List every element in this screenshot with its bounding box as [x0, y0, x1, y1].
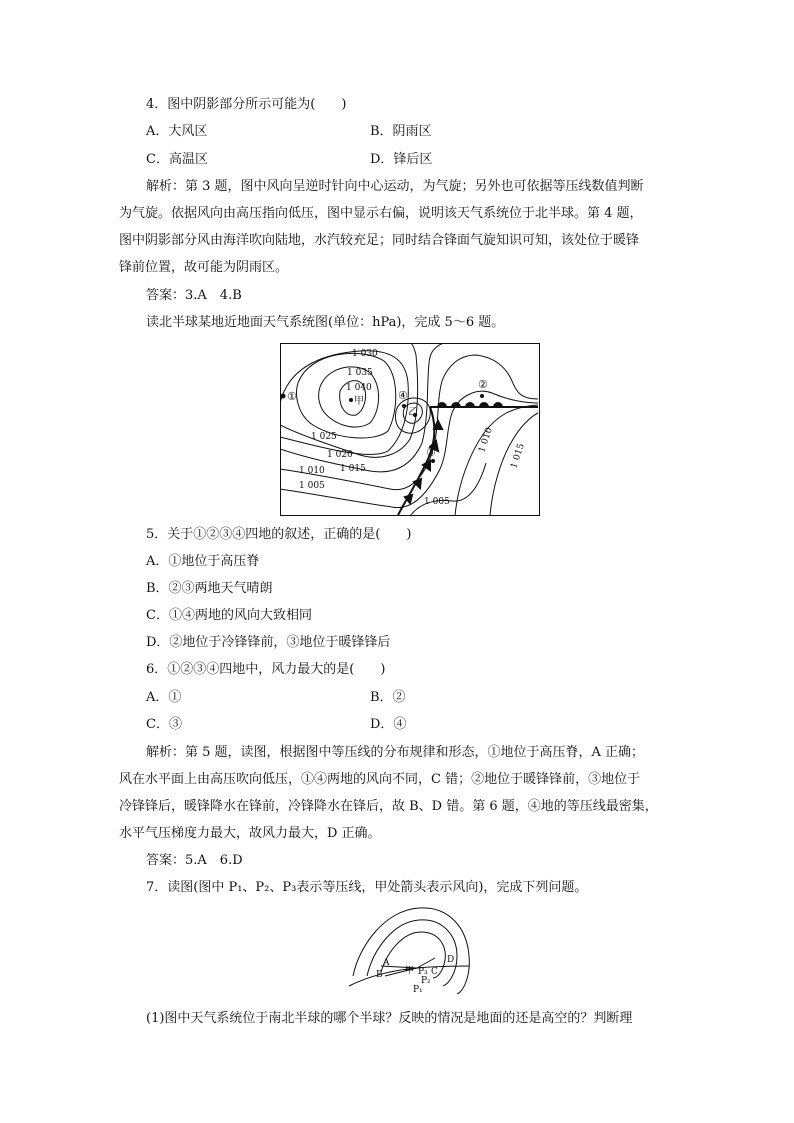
weather-map-figure [280, 343, 542, 518]
q6-option-a: A．① [146, 690, 182, 705]
q6-option-c: C．③ [146, 717, 182, 732]
isobar-diagram-figure [345, 906, 475, 994]
q5-option-c: C．①④两地的风向大致相同 [146, 608, 312, 623]
q7-sub1: (1)图中天气系统位于南北半球的哪个半球？反映的情况是地面的还是高空的？判断理 [146, 1011, 633, 1026]
explain56-line-4: 水平气压梯度力最大，故风力最大，D 正确。 [119, 826, 381, 841]
explain56-line-3: 冷锋锋后，暖锋降水在锋前，冷锋降水在锋后，故 B、D 错。第 6 题，④地的等压线最密集， [119, 799, 658, 814]
diagram-label-a: A [383, 958, 390, 968]
isobar-label-1035: 1 035 [347, 368, 373, 378]
place-3-label: ③ [426, 446, 436, 459]
intro56: 读北半球某地近地面天气系统图(单位：hPa)，完成 5～6 题。 [146, 315, 505, 330]
isobar-label-1010: 1 010 [299, 466, 325, 476]
q6-option-d: D．④ [370, 717, 407, 732]
diagram-label-jia: 甲 [405, 966, 415, 976]
explain34-line-3: 图中阴影部分风由海洋吹向陆地，水汽较充足；同时结合锋面气旋知识可知，该处位于暖锋 [119, 233, 640, 248]
explain34-line-4: 锋前位置，故可能为阴雨区。 [119, 260, 289, 275]
diagram-label-d: D [447, 955, 455, 965]
diagram-label-p3: P₃ [418, 967, 428, 977]
q5-stem: 5．关于①②③④四地的叙述，正确的是( ) [146, 527, 412, 542]
isobar-label-1020: 1 020 [327, 450, 353, 460]
isobar-label-1025: 1 025 [311, 432, 337, 442]
isobar-label-1005-b: 1 005 [424, 497, 450, 507]
isobar-label-1015: 1 015 [340, 464, 366, 474]
diagram-label-p1: P₁ [413, 985, 423, 994]
isobar-label-1010-b: 1 010 [477, 426, 495, 454]
isobar-label-1015-b: 1 015 [509, 442, 527, 470]
answer34: 答案：3.A 4.B [146, 288, 242, 303]
place-4-label: ④ [398, 389, 408, 402]
place-jia-label: 甲 [354, 396, 364, 407]
q6-option-b: B．② [370, 690, 406, 705]
q4-option-d: D．锋后区 [370, 152, 433, 167]
isobar-label-1005: 1 005 [299, 481, 325, 491]
q4-option-a: A．大风区 [146, 124, 208, 139]
q5-option-d: D．②地位于冷锋锋前，③地位于暖锋锋后 [146, 635, 391, 650]
place-yi-label: 乙 [408, 407, 418, 418]
q5-option-a: A．①地位于高压脊 [146, 554, 260, 569]
q4-stem: 4．图中阴影部分所示可能为( ) [146, 97, 347, 112]
place-2-label: ② [478, 378, 488, 391]
answer56: 答案：5.A 6.D [146, 853, 243, 868]
diagram-label-c: C [431, 967, 438, 977]
isobar-label-1040: 1 040 [346, 383, 372, 393]
q6-stem: 6．①②③④四地中，风力最大的是( ) [146, 662, 386, 677]
explain34-line-2: 为气旋。依据风向由高压指向低压，图中显示右偏，说明该天气系统位于北半球。第 4 题， [119, 206, 643, 221]
diagram-label-b: B [376, 970, 383, 980]
q4-option-c: C．高温区 [146, 152, 208, 167]
place-1-label: ① [287, 390, 297, 403]
q4-option-b: B．阴雨区 [370, 124, 432, 139]
q7-stem: 7．读图(图中 P₁、P₂、P₃表示等压线，甲处箭头表示风向)，完成下列问题。 [146, 880, 588, 895]
explain56-line-2: 风在水平面上由高压吹向低压，①④两地的风向不同，C 错；②地位于暖锋锋前，③地位于 [119, 772, 641, 787]
q5-option-b: B．②③两地天气晴朗 [146, 581, 273, 596]
diagram-label-p2: P₂ [421, 976, 431, 986]
isobar-label-1030: 1 030 [352, 349, 378, 359]
explain34-line-1: 解析：第 3 题，图中风向呈逆时针向中心运动，为气旋；另外也可依据等压线数值判断 [146, 179, 644, 194]
explain56-line-1: 解析：第 5 题，读图，根据图中等压线的分布规律和形态，①地位于高压脊，A 正确； [146, 745, 645, 760]
